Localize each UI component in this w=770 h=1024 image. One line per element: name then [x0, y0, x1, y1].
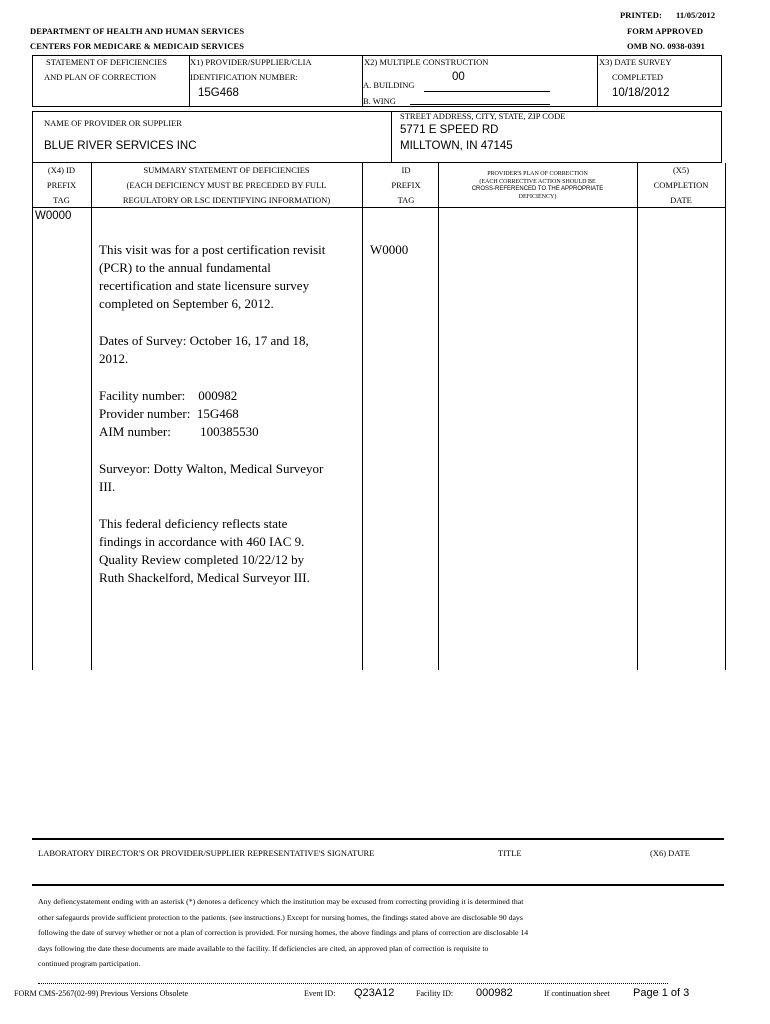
- continuation-label: If continuation sheet: [544, 989, 610, 998]
- notice-line: days following the date these documents are made available to the facility. If deficiencies are cited, an approved plan of correction is requisite to: [38, 943, 489, 953]
- building-label: A. BUILDING: [363, 80, 415, 90]
- event-id-label: Event ID:: [304, 989, 336, 998]
- col-rule-right: [725, 163, 726, 670]
- omb-number: OMB NO. 0938-0391: [627, 41, 705, 51]
- box1-div3: [597, 55, 598, 107]
- plan-header: [438, 171, 637, 201]
- form-number: FORM CMS-2567(02-99) Previous Versions Obsolete: [14, 989, 189, 998]
- page-number: Page 1 of 3: [633, 987, 690, 999]
- summary-paragraph: This visit was for a post certification revisit (PCR) to the annual fundamental recertification and state licensure survey completed on September 6, 2012.: [99, 242, 326, 311]
- facility-id-label: Facility ID:: [416, 989, 454, 998]
- building-underline: [424, 91, 550, 92]
- table-header-rule: [32, 207, 726, 208]
- facility-id-value: 000982: [476, 987, 513, 999]
- x3-label-2: COMPLETED: [612, 72, 663, 82]
- x2-label: X2) MULTIPLE CONSTRUCTION: [364, 57, 489, 67]
- col-rule-left: [32, 163, 33, 670]
- address-line-2: MILLTOWN, IN 47145: [400, 140, 513, 152]
- department-title: DEPARTMENT OF HEALTH AND HUMAN SERVICES: [30, 26, 245, 36]
- summary-paragraph: This federal deficiency reflects state findings in accordance with 460 IAC 9. Quality Review completed 10/22/12 by Ruth Shackelford, Medical Surveyor III.: [99, 516, 310, 585]
- box1-top-rule: [32, 55, 722, 56]
- plan-header-3: CROSS-REFERENCED TO THE APPROPRIATE: [471, 186, 604, 192]
- wing-label: B. WING: [363, 96, 396, 106]
- signature-top-rule: [32, 838, 724, 840]
- box1-left-rule: [32, 55, 33, 107]
- id-header-2: PREFIX: [391, 180, 421, 190]
- printed-label: PRINTED:: [620, 10, 662, 20]
- id-header-1: ID: [401, 165, 411, 175]
- summary-paragraph: Surveyor: Dotty Walton, Medical Surveyor III.: [99, 461, 324, 494]
- box1-right-rule: [721, 55, 722, 107]
- plan-header-1: PROVIDER'S PLAN OF CORRECTION: [487, 171, 588, 177]
- x1-label-2: IDENTIFICATION NUMBER:: [190, 72, 298, 82]
- provider-div: [391, 111, 392, 163]
- provider-id-value: 15G468: [198, 87, 239, 99]
- summary-header-1: SUMMARY STATEMENT OF DEFICIENCIES: [143, 165, 310, 175]
- x6-date-label: (X6) DATE: [650, 848, 690, 858]
- x4-header-2: PREFIX: [46, 180, 77, 190]
- x4-header-3: TAG: [53, 195, 70, 205]
- x5-header-2: COMPLETION: [653, 180, 709, 190]
- address-line-1: 5771 E SPEED RD: [400, 124, 499, 136]
- provider-top-rule: [32, 111, 722, 112]
- survey-date-value: 10/18/2012: [612, 87, 670, 99]
- statement-label-2: AND PLAN OF CORRECTION: [44, 72, 157, 82]
- plan-header-4: DEFICIENCY): [518, 193, 557, 200]
- disclosure-notice: [38, 894, 718, 972]
- x1-label-1: X1) PROVIDER/SUPPLIER/CLIA: [190, 57, 312, 67]
- signature-label: LABORATORY DIRECTOR'S OR PROVIDER/SUPPLIER REPRESENTATIVE'S SIGNATURE: [38, 848, 375, 858]
- deficiency-tag-right: W0000: [370, 242, 409, 257]
- notice-line: continued program participation.: [38, 959, 141, 968]
- notice-line: Any defiencystatement ending with an asterisk (*) denotes a deficency which the institution may be excused from correcting providing it is determined that: [38, 897, 524, 906]
- x4-header-1: (X4) ID: [47, 165, 76, 175]
- col-rule-2: [362, 163, 363, 670]
- notice-line: other safegaurds provide sufficient protection to the patients. (see instructions.) Except for nursing homes, the findings stated above are disclosable 90 days: [38, 912, 523, 922]
- summary-header-3: REGULATORY OR LSC IDENTIFYING INFORMATION): [122, 195, 331, 205]
- id-header-3: TAG: [397, 195, 415, 205]
- wing-underline: [410, 104, 550, 105]
- form-approved: FORM APPROVED: [627, 26, 704, 36]
- building-value: 00: [452, 71, 465, 83]
- centers-title: CENTERS FOR MEDICARE & MEDICAID SERVICES: [30, 41, 245, 51]
- col-rule-3: [438, 163, 439, 670]
- title-label: TITLE: [498, 848, 522, 858]
- provider-bottom-rule: [32, 162, 722, 163]
- notice-line: following the date of survey whether or not a plan of correction is provided. For nursing homes, the above findings and plans of correction are disclosable 14: [38, 928, 529, 937]
- summary-header-2: (EACH DEFICIENCY MUST BE PRECEDED BY FULL: [126, 180, 327, 190]
- deficiency-tag-left: W0000: [35, 210, 72, 222]
- col-rule-1: [91, 163, 92, 670]
- summary-statement: [99, 241, 329, 606]
- address-label: STREET ADDRESS, CITY, STATE, ZIP CODE: [400, 111, 566, 121]
- provider-name-label: NAME OF PROVIDER OR SUPPLIER: [44, 118, 182, 128]
- provider-name-value: BLUE RIVER SERVICES INC: [44, 140, 197, 152]
- printed-date: 11/05/2012: [676, 10, 716, 20]
- summary-paragraph: Dates of Survey: October 16, 17 and 18, 2012.: [99, 333, 309, 366]
- footer-rule: [38, 983, 668, 984]
- statement-label-1: STATEMENT OF DEFICIENCIES: [46, 57, 168, 67]
- x5-header-1: (X5): [672, 165, 690, 175]
- x5-header-3: DATE: [670, 195, 692, 205]
- summary-paragraph: Facility number: 000982 Provider number: 15G468 AIM number: 100385530: [99, 388, 259, 439]
- provider-right-rule: [721, 111, 722, 163]
- col-rule-4: [637, 163, 638, 670]
- plan-header-2: (EACH CORRECTIVE ACTION SHOULD BE: [479, 178, 596, 185]
- signature-bottom-rule: [32, 884, 724, 886]
- x3-label-1: X3) DATE SURVEY: [599, 57, 672, 67]
- event-id-value: Q23A12: [354, 987, 395, 999]
- provider-left-rule: [32, 111, 33, 163]
